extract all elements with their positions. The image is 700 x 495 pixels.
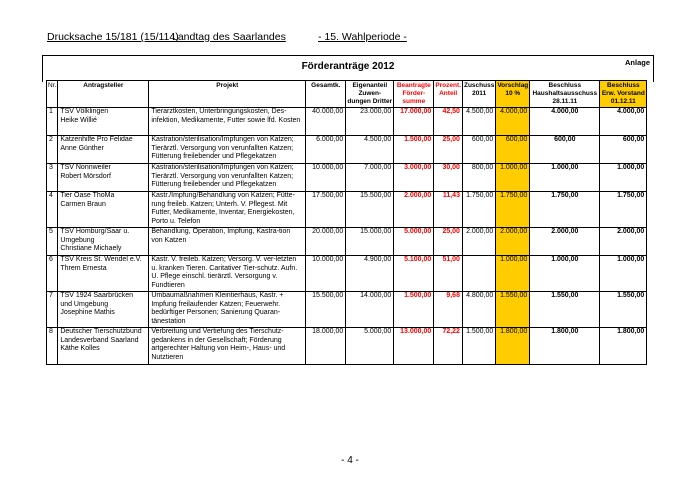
col-beschluss-haushalt: Beschluss Haushaltsausschuss 28.11.11	[530, 81, 600, 108]
cell-gesamtk: 20.000,00	[306, 228, 346, 256]
cell-gesamtk: 18.000,00	[306, 328, 346, 365]
cell-gesamtk: 6.000,00	[306, 136, 346, 164]
cell-antragsteller: TSV Nonnweiler Robert Mörsdorf	[58, 164, 149, 192]
cell-beantragte: 13.000,00	[394, 328, 434, 365]
cell-beschluss-haushalt: 2.000,00	[530, 228, 600, 256]
cell-eigenanteil: 14.000,00	[346, 292, 394, 328]
cell-beschluss-vorstand: 2.000,00	[600, 228, 647, 256]
cell-zuschuss: 600,00	[462, 136, 495, 164]
cell-beschluss-haushalt: 1.000,00	[530, 164, 600, 192]
col-beschluss-vorstand: Beschluss Erw. Vorstand 01.12.11	[600, 81, 647, 108]
cell-prozent: 51,00	[434, 256, 463, 292]
cell-beantragte: 1.500,00	[394, 136, 434, 164]
cell-zuschuss: 1.750,00	[462, 192, 495, 228]
cell-vorschlag: 4.000,00	[496, 108, 530, 136]
cell-antragsteller: Deutscher Tierschutzbund Landesverband Saarland Käthe Kolles	[58, 328, 149, 365]
document-header	[47, 31, 647, 45]
cell-projekt: Kastr./Impfung/Behandlung von Katzen; Fütte-rung freileb. Katzen; Unterh. V. Pflegest. Mit Futter, Medikamente, Inventar, Energiekosten, Porto u. Telefon	[149, 192, 306, 228]
cell-vorschlag: 1.000,00	[496, 256, 530, 292]
cell-beantragte: 1.500,00	[394, 292, 434, 328]
page-number: - 4 -	[341, 455, 359, 466]
table-row	[47, 328, 647, 365]
table-row	[47, 136, 647, 164]
cell-vorschlag: 1.800,00	[496, 328, 530, 365]
cell-beschluss-vorstand: 1.750,00	[600, 192, 647, 228]
cell-beschluss-vorstand: 1.000,00	[600, 256, 647, 292]
cell-nr: 3	[47, 164, 58, 192]
cell-beschluss-haushalt: 4.000,00	[530, 108, 600, 136]
cell-beschluss-haushalt: 1.800,00	[530, 328, 600, 365]
cell-prozent: 11,43	[434, 192, 463, 228]
cell-eigenanteil: 7.000,00	[346, 164, 394, 192]
cell-zuschuss: 800,00	[462, 164, 495, 192]
anlage-label: Anlage	[624, 58, 650, 67]
cell-antragsteller: Katzenhilfe Pro Felidae Anne Günther	[58, 136, 149, 164]
col-prozent: Prozent. Anteil	[434, 81, 463, 108]
cell-beschluss-haushalt: 1.000,00	[530, 256, 600, 292]
col-beantragte: Beantragte Förder-summe	[394, 81, 434, 108]
cell-prozent: 42,50	[434, 108, 463, 136]
cell-beschluss-vorstand: 600,00	[600, 136, 647, 164]
cell-beschluss-vorstand: 1.550,00	[600, 292, 647, 328]
col-antragsteller: Antragsteller	[58, 81, 149, 108]
landtag-label: Landtag des Saarlandes	[172, 31, 286, 43]
cell-beschluss-vorstand: 1.800,00	[600, 328, 647, 365]
cell-zuschuss: 1.500,00	[462, 328, 495, 365]
cell-nr: 1	[47, 108, 58, 136]
table-row	[47, 192, 647, 228]
cell-beantragte: 3.000,00	[394, 164, 434, 192]
cell-gesamtk: 10.000,00	[306, 256, 346, 292]
cell-prozent: 25,00	[434, 136, 463, 164]
col-zuschuss: Zuschuss 2011	[462, 81, 495, 108]
cell-antragsteller: TSV Homburg/Saar u. Umgebung Christiane Michaely	[58, 228, 149, 256]
cell-zuschuss: 4.500,00	[462, 108, 495, 136]
cell-beschluss-vorstand: 4.000,00	[600, 108, 647, 136]
cell-beantragte: 5.000,00	[394, 228, 434, 256]
cell-beschluss-haushalt: 1.550,00	[530, 292, 600, 328]
cell-nr: 8	[47, 328, 58, 365]
cell-antragsteller: TSV Kreis St. Wendel e.V. Threm Ernesta	[58, 256, 149, 292]
table-row	[47, 164, 647, 192]
col-projekt: Projekt	[149, 81, 306, 108]
cell-nr: 6	[47, 256, 58, 292]
cell-gesamtk: 10.000,00	[306, 164, 346, 192]
cell-gesamtk: 15.500,00	[306, 292, 346, 328]
cell-vorschlag: 1.000,00	[496, 164, 530, 192]
cell-projekt: Kastration/sterilisation/Impfungen von Katzen; Tierärztl. Versorgung von verunfallten Katzen; Fütterung freilebender und Pflegekatzen	[149, 164, 306, 192]
cell-projekt: Umbaumaßnahmen Kleintierhaus, Kastr. + Impfung freilaufender Katzen; Feuerwehr. bedürftiger Personen; Sanierung Quaran-tänestation	[149, 292, 306, 328]
cell-gesamtk: 17.500,00	[306, 192, 346, 228]
cell-projekt: Tierarztkosten, Unterbringungskosten, Des-infektion, Medikamente, Futter sowie lfd. Kosten	[149, 108, 306, 136]
cell-antragsteller: Tier Oase ThoMa Carmen Braun	[58, 192, 149, 228]
cell-projekt: Behandlung, Operation, Impfung, Kastra-tion von Katzen	[149, 228, 306, 256]
cell-prozent: 72,22	[434, 328, 463, 365]
cell-zuschuss	[462, 256, 495, 292]
cell-vorschlag: 600,00	[496, 136, 530, 164]
cell-gesamtk: 40.000,00	[306, 108, 346, 136]
cell-projekt: Verbreitung und Vertiefung des Tierschutz-gedankens in der Gesellschaft; Förderung artgerechter Haltung von Heim-, Haus- und Nutztieren	[149, 328, 306, 365]
cell-eigenanteil: 4.500,00	[346, 136, 394, 164]
table-row	[47, 228, 647, 256]
cell-projekt: Kastration/sterilisation/Impfungen von Katzen; Tierärztl. Versorgung von verunfallten Katzen; Fütterung freilebender und Pflegekatzen	[149, 136, 306, 164]
title-box	[42, 55, 654, 82]
table-header-row	[47, 81, 647, 108]
cell-prozent: 9,68	[434, 292, 463, 328]
cell-beantragte: 5.100,00	[394, 256, 434, 292]
page-title: Förderanträge 2012	[301, 61, 395, 72]
foerderantraege-table	[46, 80, 647, 365]
cell-zuschuss: 2.000,00	[462, 228, 495, 256]
col-gesamtk: Gesamtk.	[306, 81, 346, 108]
table-row	[47, 256, 647, 292]
cell-zuschuss: 4.800,00	[462, 292, 495, 328]
table-row	[47, 292, 647, 328]
cell-beantragte: 17.000,00	[394, 108, 434, 136]
cell-antragsteller: TSV Völklingen Heike Willié	[58, 108, 149, 136]
cell-vorschlag: 1.750,00	[496, 192, 530, 228]
cell-eigenanteil: 15.000,00	[346, 228, 394, 256]
cell-antragsteller: TSV 1924 Saarbrücken und Umgebung Josephine Mathis	[58, 292, 149, 328]
cell-eigenanteil: 23.000,00	[346, 108, 394, 136]
cell-vorschlag: 1.550,00	[496, 292, 530, 328]
cell-prozent: 25,00	[434, 228, 463, 256]
col-nr: Nr.	[47, 81, 58, 108]
cell-projekt: Kastr. V. freileb. Katzen; Versorg. V. ver-letzten u. kranken Tieren. Caritativer Tier-schutz. Aufn. U. Pflege einschl. tierärztl. Versorgung v. Fundtieren	[149, 256, 306, 292]
wahlperiode-label: - 15. Wahlperiode -	[318, 31, 407, 43]
col-vorschlag: Vorschlag 10 %	[496, 81, 530, 108]
cell-nr: 7	[47, 292, 58, 328]
cell-eigenanteil: 4.900,00	[346, 256, 394, 292]
cell-beschluss-haushalt: 600,00	[530, 136, 600, 164]
cell-nr: 2	[47, 136, 58, 164]
cell-vorschlag: 2.000,00	[496, 228, 530, 256]
drucksache-label: Drucksache 15/181 (15/114)	[47, 31, 179, 43]
col-eigenanteil: Eigenanteil Zuwen-dungen Dritter	[346, 81, 394, 108]
cell-beschluss-haushalt: 1.750,00	[530, 192, 600, 228]
cell-nr: 5	[47, 228, 58, 256]
cell-eigenanteil: 15.500,00	[346, 192, 394, 228]
cell-nr: 4	[47, 192, 58, 228]
cell-prozent: 30,00	[434, 164, 463, 192]
cell-beschluss-vorstand: 1.000,00	[600, 164, 647, 192]
cell-beantragte: 2.000,00	[394, 192, 434, 228]
cell-eigenanteil: 5.000,00	[346, 328, 394, 365]
table-row	[47, 108, 647, 136]
